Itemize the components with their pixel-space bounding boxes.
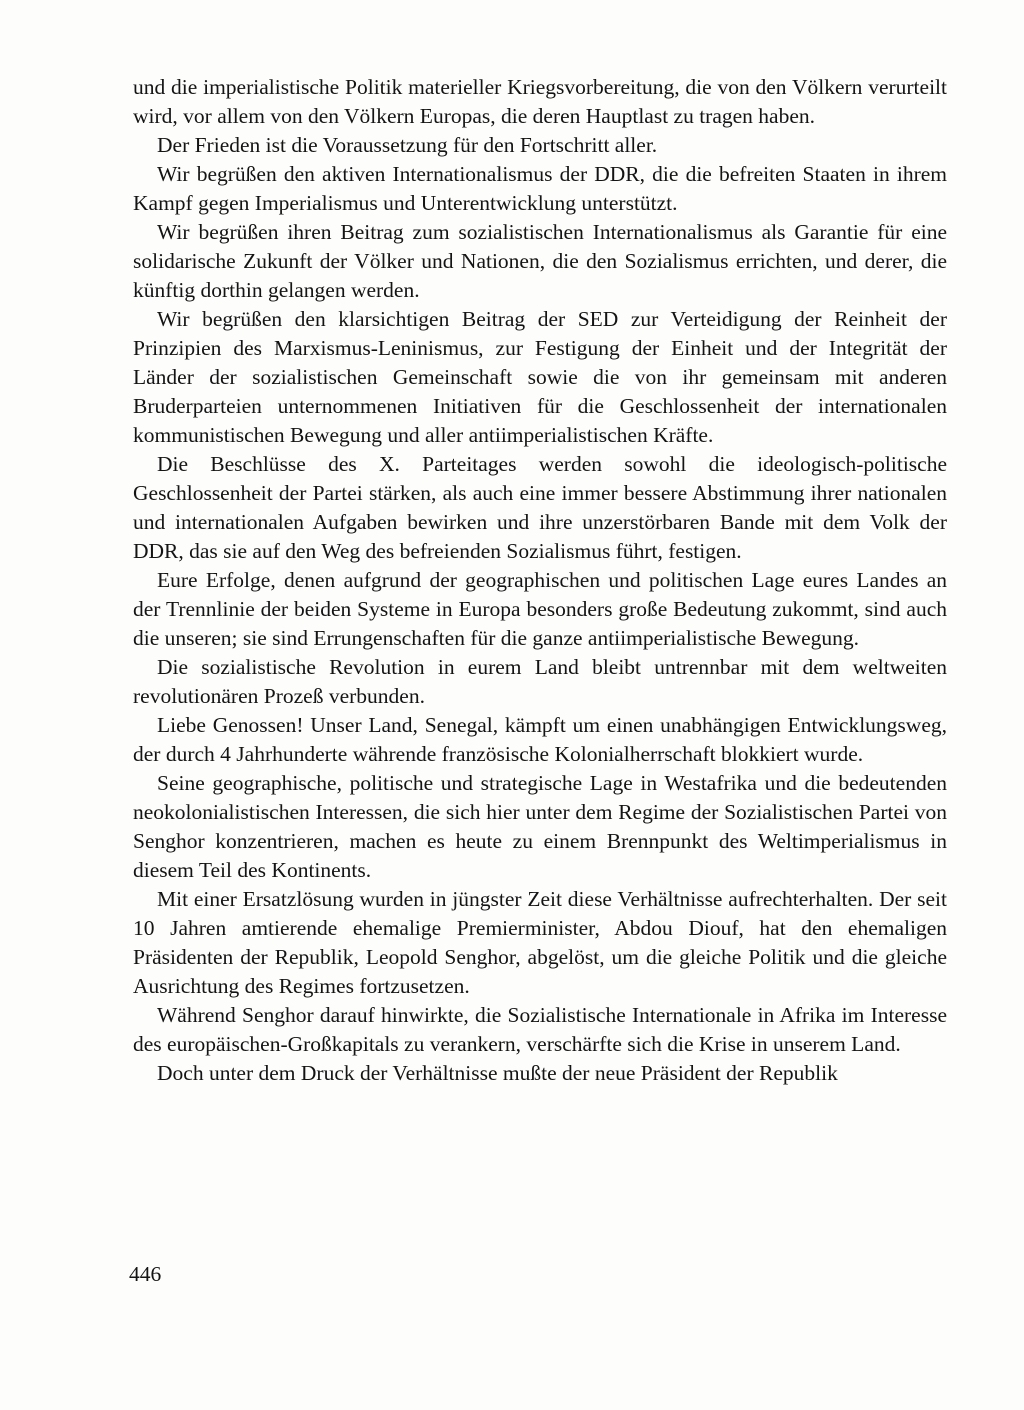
- paragraph: Der Frieden ist die Voraussetzung für den Fortschritt aller.: [157, 133, 658, 157]
- paragraph: Doch unter dem Druck der Verhältnisse mußte der neue Präsident der Republik: [157, 1061, 838, 1085]
- paragraph: Die Beschlüsse des X. Parteitages werden sowohl die ideologisch-politische Geschlossenheit der Partei stärken, als auch eine immer bessere Abstimmung ihrer nationalen und internationalen Aufgaben bewirken und ihre unzerstörbaren Bande mit dem Volk der DDR, das sie auf den Weg des befreienden Sozialismus führt, festigen.: [133, 452, 947, 563]
- paragraph: Mit einer Ersatzlösung wurden in jüngster Zeit diese Verhältnisse aufrechterhalten. Der seit 10 Jahren amtierende ehemalige Premierminister, Abdou Diouf, hat den ehemaligen Präsidenten der Republik, Leopold Senghor, abgelöst, um die gleiche Politik und die gleiche Ausrichtung des Regimes fortzusetzen.: [133, 887, 947, 998]
- paragraph: Liebe Genossen! Unser Land, Senegal, kämpft um einen unabhängigen Entwicklungsweg, der durch 4 Jahrhunderte währende französische Kolonialherrschaft blokkiert wurde.: [133, 713, 947, 766]
- paragraph: Wir begrüßen ihren Beitrag zum sozialistischen Internationalismus als Garantie für eine solidarische Zukunft der Völker und Nationen, die den Sozialismus errichten, und derer, die künftig dorthin gelangen werden.: [133, 220, 947, 302]
- paragraph: Eure Erfolge, denen aufgrund der geographischen und politischen Lage eures Landes an der Trennlinie der beiden Systeme in Europa besonders große Bedeutung zukommt, sind auch die unseren; sie sind Errungenschaften für die ganze antiimperialistische Bewegung.: [133, 568, 947, 650]
- paragraph: und die imperialistische Politik materieller Kriegsvorbereitung, die von den Völkern verurteilt wird, vor allem von den Völkern Europas, die deren Hauptlast zu tragen haben.: [133, 75, 947, 128]
- paragraph: Seine geographische, politische und strategische Lage in Westafrika und die bedeutenden neokolonialistischen Interessen, die sich hier unter dem Regime der Sozialistischen Partei von Senghor konzentrieren, machen es heute zu einem Brennpunkt des Weltimperialismus in diesem Teil des Kontinents.: [133, 771, 947, 882]
- paragraph: Wir begrüßen den klarsichtigen Beitrag der SED zur Verteidigung der Reinheit der Prinzipien des Marxismus-Leninismus, zur Festigung der Einheit und der Integrität der Länder der sozialistischen Gemeinschaft sowie die von ihr gemeinsam mit anderen Bruderparteien unternommenen Initiativen für die Geschlossenheit der internationalen kommunistischen Bewegung und aller antiimperialistischen Kräfte.: [133, 307, 947, 447]
- paragraph: Die sozialistische Revolution in eurem Land bleibt untrennbar mit dem weltweiten revolutionären Prozeß verbunden.: [133, 655, 947, 708]
- page-number: 446: [129, 1262, 162, 1286]
- paragraph: Während Senghor darauf hinwirkte, die Sozialistische Internationale in Afrika im Interesse des europäischen-Großkapitals zu verankern, verschärfte sich die Krise in unserem Land.: [133, 1003, 947, 1056]
- paragraph: Wir begrüßen den aktiven Internationalismus der DDR, die die befreiten Staaten in ihrem Kampf gegen Imperialismus und Unterentwicklung unterstützt.: [133, 162, 947, 215]
- body-text: [133, 73, 947, 1088]
